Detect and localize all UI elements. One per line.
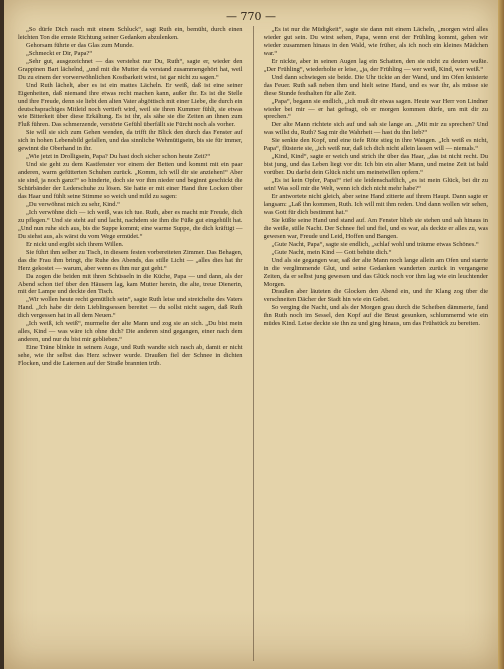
paragraph: Da zogen die beiden mit ihren Schüsseln in die Küche, Papa — und dann, als der Abend schon tief über den Häusern lag, kam Mutter herein, die alte, treue Dienerin, mit der Lampe und deckte den Tisch. <box>18 272 243 296</box>
paragraph: Und dann schwiegen sie beide. Die Uhr tickte an der Wand, und im Ofen knisterte das Feuer. Ruth saß neben ihm und hielt seine Hand, und es war ihr, als müsse sie diese Stunde festhalten für alle Zeit. <box>263 73 488 97</box>
paragraph: „Gute Nacht, Papa“, sagte sie endlich, „schlaf wohl und träume etwas Schönes.“ <box>271 240 479 248</box>
paragraph: Er antwortete nicht gleich, aber seine Hand zitterte auf ihrem Haupt. Dann sagte er langsam: „Laß ihn kommen, Ruth. Ich will mit ihm reden. Und dann wollen wir sehen, was Gott für dich bestimmt hat.“ <box>263 193 488 216</box>
paragraph: „Kind, Kind“, sagte er weich und strich ihr über das Haar, „das ist nicht recht. Du bist jung, und das Leben liegt vor dir. Ich bin ein alter Mann, und meine Zeit ist bald vorüber. Du darfst dein Glück nicht um meinetwillen opfern.“ <box>263 153 488 177</box>
paragraph: Und als sie gegangen war, saß der alte Mann noch lange allein am Ofen und starrte in die verglimmende Glut, und seine Gedanken wanderten zurück in vergangene Zeiten, da er selbst jung gewesen und das Glück noch vor ihm lag wie ein leuchtender Morgen. <box>263 256 488 288</box>
paragraph: So verging die Nacht, und als der Morgen grau durch die Scheiben dämmerte, fand ihn Ruth noch im Sessel, den Kopf auf die Brust gesunken, schlummernd wie ein müdes Kind. Leise deckte sie ihn zu und ging hinaus, um das Frühstück zu bereiten. <box>263 304 488 328</box>
paragraph: „So dürfe Dich rasch mit einem Schluck“, sagt Ruth ein, bemüht, durch einen leichten Ton die ernste Richtung seiner Gedanken abzulenken. <box>18 26 243 41</box>
paragraph: Draußen aber läuteten die Glocken den Abend ein, und ihr Klang zog über die verschneiten Dächer der Stadt hin wie ein Gebet. <box>263 288 488 304</box>
column-divider <box>253 26 254 661</box>
paragraph: „Wir wollen heute recht gemütlich sein“, sagte Ruth leise und streichelte des Vaters Hand. „Ich habe dir dein Lieblingsessen bereitet — du sollst nicht sagen, daß Ruth dich vergessen hat in all dem Neuen.“ <box>18 296 243 320</box>
paragraph: Gehorsam führte er das Glas zum Munde. <box>26 41 134 49</box>
paragraph: „Schmeckt er Dir, Papa?“ <box>26 49 93 57</box>
newspaper-page <box>4 0 498 669</box>
page-number: — 770 — <box>226 10 276 23</box>
paragraph: „Du verwöhnst mich zu sehr, Kind.“ <box>26 200 120 208</box>
paragraph: „Es ist nur die Müdigkeit“, sagte sie dann mit einem Lächeln, „morgen wird alles wieder gut sein. Du wirst sehen, Papa, wenn erst der Frühling kommt, gehen wir wieder zusammen hinaus in den Wald, wie früher, als ich noch ein kleines Mädchen war.“ <box>263 26 488 57</box>
paragraph: „Wie jetzt in Drolligsein, Papa? Du hast doch sicher schon heute Zeit?“ <box>26 153 211 161</box>
paragraph: „Ich verwöhne dich — ich weiß, was ich tue. Ruth, aber es macht mir Freude, dich zu pflegen.“ Und sie steht auf und lacht, nachdem sie ihm die Füße gut eingehüllt hat. „Und nun ruhe sich aus, bis die Suppe kommt; eine warme Suppe, die dich kräftigt — Du siehst aus, als wärst du vom Wege ermüdet.“ <box>18 208 243 240</box>
paragraph: „Es ist kein Opfer, Papa!“ rief sie leidenschaftlich, „es ist mein Glück, bei dir zu sein! Was soll mir die Welt, wenn ich dich nicht mehr habe?“ <box>263 177 488 193</box>
binding-edge <box>498 0 504 669</box>
paragraph: Und Ruth lächelt, aber es ist ein mattes Lächeln. Er weiß, daß ist eine seiner Eigenheiten, daß niemand ihre etwas recht machen kann, außer ihr. Es ist die Stelle und ihre Freude, denn sie liebt den alten Vater abgöttisch mit einer Liebe, die durch ein deutschsprachiges Mitleid noch vertieft wird, weil sie ihren Kummer fühlt, sie etwas wie Bitterkeit über diese Erkältung. Es ist ihr, als sähe sie die Zeiten an ihnen zum Fluß führen. Das schmerzende, verstörte Gefühl überfällt sie Fürcht noch als vorher. <box>18 81 243 129</box>
paragraph: Sie küßte seine Hand und stand auf. Am Fenster blieb sie stehen und sah hinaus in die weiße, stille Nacht. Der Schnee fiel und fiel, und es war, als deckte er alles zu, was gewesen war, Freude und Leid, Hoffen und Bangen. <box>263 216 488 240</box>
right-column <box>264 26 489 661</box>
paragraph: Sie senkte den Kopf, und eine tiefe Röte stieg in ihre Wangen. „Ich weiß es nicht, Papa“, flüsterte sie, „ich weiß nur, daß ich dich nicht allein lassen will — niemals.“ <box>263 137 488 153</box>
paragraph: „Gute Nacht, mein Kind — Gott behüte dich.“ <box>271 248 392 256</box>
paragraph: „Papa“, begann sie endlich, „ich muß dir etwas sagen. Heute war Herr von Lindner wieder bei mir — er hat gefragt, ob er morgen kommen dürfe, um mit dir zu sprechen.“ <box>263 97 488 121</box>
paragraph: Der alte Mann richtete sich auf und sah sie lange an. „Mit mir zu sprechen? Und was willst du, Ruth? Sag mir die Wahrheit — hast du ihn lieb?“ <box>263 121 488 137</box>
left-column <box>18 26 243 661</box>
paragraph: Eine Träne blinkte in seinem Auge, und Ruth wandte sich rasch ab, damit er nicht sehe, wie ihr selbst das Herz schwer wurde. Draußen fiel der Schnee in dichten Flocken, und die Laternen auf der Straße brannten trüb. <box>18 344 243 368</box>
paragraph: Er nickte, aber in seinen Augen lag ein Schatten, den sie nicht zu deuten wußte. „Der Frühling“, wiederholte er leise, „ja, der Frühling — wer weiß, Kind, wer weiß.“ <box>263 57 488 73</box>
text-columns <box>18 26 488 661</box>
paragraph: Er nickt und ergibt sich ihrem Willen. <box>26 240 124 248</box>
paragraph: Und sie geht zu dem Kastfenster vor einem der Betten und kommt mit ein paar anderen, warm gefütterten Schuhen zurück. „Komm, ich will dir sie anziehen!“ Aber sie sind, ja noch ganz!“ so hinderte, doch sie vor ihm nieder und beginnt geschickt die Schürbänder der Lederschuhe zu lösen. Sie hatte er mit einer Hand ihre Locken über das Haar und fühlt seine Stimme so weich und mild zu sagen: <box>18 161 243 201</box>
paragraph: „Sehr gut, ausgezeichnet — das verstehst nur Du, Ruth“, sagte er, wieder den Grappinen Bart lächelnd, „und mit die Mutter da verstand zusammengehört hat, weil Du zu einem der vorwerwöhnlichen Kostbarkeit wirst, ist gar nicht zu sagen.“ <box>18 57 243 81</box>
paragraph: Sie will sie sich zum Gehen wenden, da trifft ihr Blick den durch das Fenster auf sich in hohen Lebensbild gefallen, und das sinnliche Wehmütigsein, bis sie für immer, gewinnt die Oberhand in ihr. <box>18 129 243 153</box>
paragraph: „Ich weiß, ich weiß“, murmelte der alte Mann und zog sie an sich. „Du bist mein alles, Kind — was wäre ich ohne dich? Die anderen sind gegangen, einer nach dem anderen, und nur du bist mir geblieben.“ <box>18 320 243 344</box>
paragraph: Sie führt ihm selber zu Tisch, in diesem festen vorbereiteten Zimmer. Das Behagen, das die Frau ihm bringt, die Ruhe des Abends, das stille Licht — „alles dies hat ihr Herz gekostet — warum, aber wenn es ihm nur gut geht.“ <box>18 248 243 272</box>
